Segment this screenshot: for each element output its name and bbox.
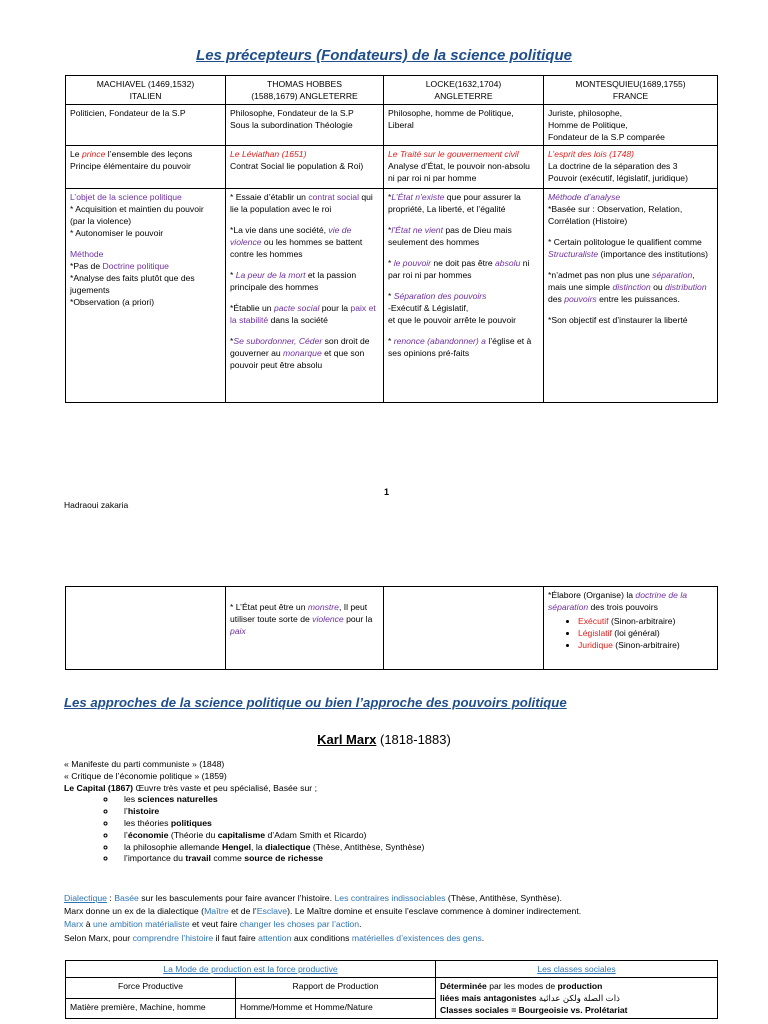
details-machiavel: L’objet de la science politique * Acquisition et maintien du pouvoir (par la violence) * Autonomiser le pouvoir Méthode *Pas de Doctrine politique *Analyse des faits plutôt que des jugements *Observation (a priori): [66, 189, 226, 403]
list-item: • Juridique (Sinon-arbitraire): [578, 639, 713, 651]
cont-hobbes: * L’État peut être un monstre, Il peut utiliser toute sorte de violence pour la paix: [226, 587, 384, 670]
page-title: Les précepteurs (Fondateurs) de la science politique: [196, 47, 572, 64]
rapport-production-header: Rapport de Production: [236, 978, 436, 999]
classes-header: Les classes sociales: [436, 961, 718, 978]
founders-table-continued: [65, 586, 718, 670]
list-item: ◦ l’histoire: [116, 806, 724, 818]
page-number: 1: [384, 487, 390, 497]
cont-machiavel: [66, 587, 226, 670]
rapport-production-cell: Homme/Homme et Homme/Nature: [236, 998, 436, 1019]
work-machiavel: Le prince l’ensemble des leçons Principe élémentaire du pouvoir: [66, 146, 226, 189]
list-item: • Législatif (loi général): [578, 627, 713, 639]
table-row-continued: [66, 587, 718, 670]
header-montesquieu: MONTESQUIEU(1689,1755) FRANCE: [544, 76, 718, 105]
role-machiavel: Politicien, Fondateur de la S.P: [66, 105, 226, 146]
header-machiavel: MACHIAVEL (1469,1532) ITALIEN: [66, 76, 226, 105]
list-item: ◦ les sciences naturelles: [116, 794, 724, 806]
work-locke: Le Traité sur le gouvernement civil Analyse d’État, le pouvoir non-absolu ni par roi ni par homme: [384, 146, 544, 189]
role-locke: Philosophe, homme de Politique, Liberal: [384, 105, 544, 146]
header-locke: LOCKE(1632,1704) ANGLETERRE: [384, 76, 544, 105]
table-row-roles: [66, 105, 718, 146]
force-productive-header: Force Productive: [66, 978, 236, 999]
details-hobbes: * Essaie d’établir un contrat social qui lie la population avec le roi *La vie dans une société, vie de violence ou les hommes se battent contre les hommes * La peur de la mort et la passion principale des hommes *Établie un pacte social pour la paix et la stabilité dans la société *Se subordonner, Céder son droit de gouverner au monarque et que son pouvoir peut être absolu: [226, 189, 384, 403]
table-row: [66, 961, 718, 978]
table-row-details: [66, 189, 718, 403]
details-montesquieu: Méthode d’analyse *Basée sur : Observation, Relation, Corrélation (Histoire) * Certain politologue le qualifient comme Structuraliste (importance des institutions) *n’admet pas non plus une séparation, mais une simple distinction ou distribution des pouvoirs entre les puissances. *Son objectif est d’instaurer la liberté: [544, 189, 718, 403]
list-item: ◦ l’importance du travail comme source de richesse: [116, 853, 724, 865]
cont-locke: [384, 587, 544, 670]
cont-montesquieu: *Élabore (Organise) la doctrine de la séparation des trois pouvoirs • Exécutif (Sinon-arbitraire) • Législatif (loi général) • Juridique (Sinon-arbitraire): [544, 587, 718, 670]
author-name: Hadraoui zakaria: [64, 500, 129, 510]
list-item: • Exécutif (Sinon-arbitraire): [578, 615, 713, 627]
capital-bases-list: [64, 794, 724, 865]
table-header-row: [66, 76, 718, 105]
table-row: [66, 978, 718, 999]
header-hobbes: THOMAS HOBBES (1588,1679) ANGLETERRE: [226, 76, 384, 105]
table-row-works: [66, 146, 718, 189]
dialectic-paragraphs: Dialectique : Basée sur les basculements pour faire avancer l’histoire. Les contraires indissociables (Thèse, Antithèse, Synthèse). Marx donne un ex de la dialectique (Maître et de l’Esclave). Le Maître domine et ensuite l’esclave commence à dominer indirectement. Marx à une ambition matérialiste et veut faire changer les choses par l’action. Selon Marx, pour comprendre l’histoire il faut faire attention aux conditions matérielles d’existences des gens.: [64, 893, 582, 943]
founders-table: [65, 75, 718, 403]
work-hobbes: Le Léviathan (1651) Contrat Social lie population & Roi): [226, 146, 384, 189]
work-montesquieu: L’esprit des lois (1748) La doctrine de la séparation des 3 Pouvoir (exécutif, législatif, juridique): [544, 146, 718, 189]
details-locke: *L’État n’existe que pour assurer la propriété, La liberté, et l’égalité *l’État ne vient pas de Dieu mais seulement des hommes * le pouvoir ne doit pas être absolu ni par roi ni par hommes * Séparation des pouvoirs -Exécutif & Législatif, et que le pouvoir arrête le pouvoir * renonce (abandonner) a l’église et à ses opinions pré-faits: [384, 189, 544, 403]
classes-cell: Déterminée par les modes de production liées mais antagonistes ذات الصلة ولكن عدائية Classes sociales = Bourgeoisie vs. Prolétariat: [436, 978, 718, 1019]
role-hobbes: Philosophe, Fondateur de la S.P Sous la subordination Théologie: [226, 105, 384, 146]
list-item: ◦ la philosophie allemande Hengel, la dialectique (Thèse, Antithèse, Synthèse): [116, 842, 724, 854]
marx-heading: Karl Marx (1818-1883): [317, 732, 451, 747]
role-montesquieu: Juriste, philosophe, Homme de Politique, Fondateur de la S.P comparée: [544, 105, 718, 146]
production-header: La Mode de production est la force productive: [66, 961, 436, 978]
production-table: [65, 960, 718, 1019]
marx-works: « Manifeste du parti communiste » (1848) « Critique de l’économie politique » (1859) Le Capital (1867) Œuvre très vaste et peu spécialisé, Basée sur ; ◦ les sciences naturelles ◦ l’histoire ◦ les théories politiques ◦ l’économie (Théorie du capitalisme d’Adam Smith et Ricardo) ◦ la philosophie allemande Hengel, la dialectique (Thèse, Antithèse, Synthèse) ◦ l’importance du travail comme source de richesse: [64, 759, 724, 865]
section-title: Les approches de la science politique ou bien l’approche des pouvoirs politique: [64, 695, 567, 710]
list-item: ◦ l’économie (Théorie du capitalisme d’Adam Smith et Ricardo): [116, 830, 724, 842]
powers-list: [548, 615, 713, 651]
force-productive-cell: Matière première, Machine, homme: [66, 998, 236, 1019]
list-item: ◦ les théories politiques: [116, 818, 724, 830]
